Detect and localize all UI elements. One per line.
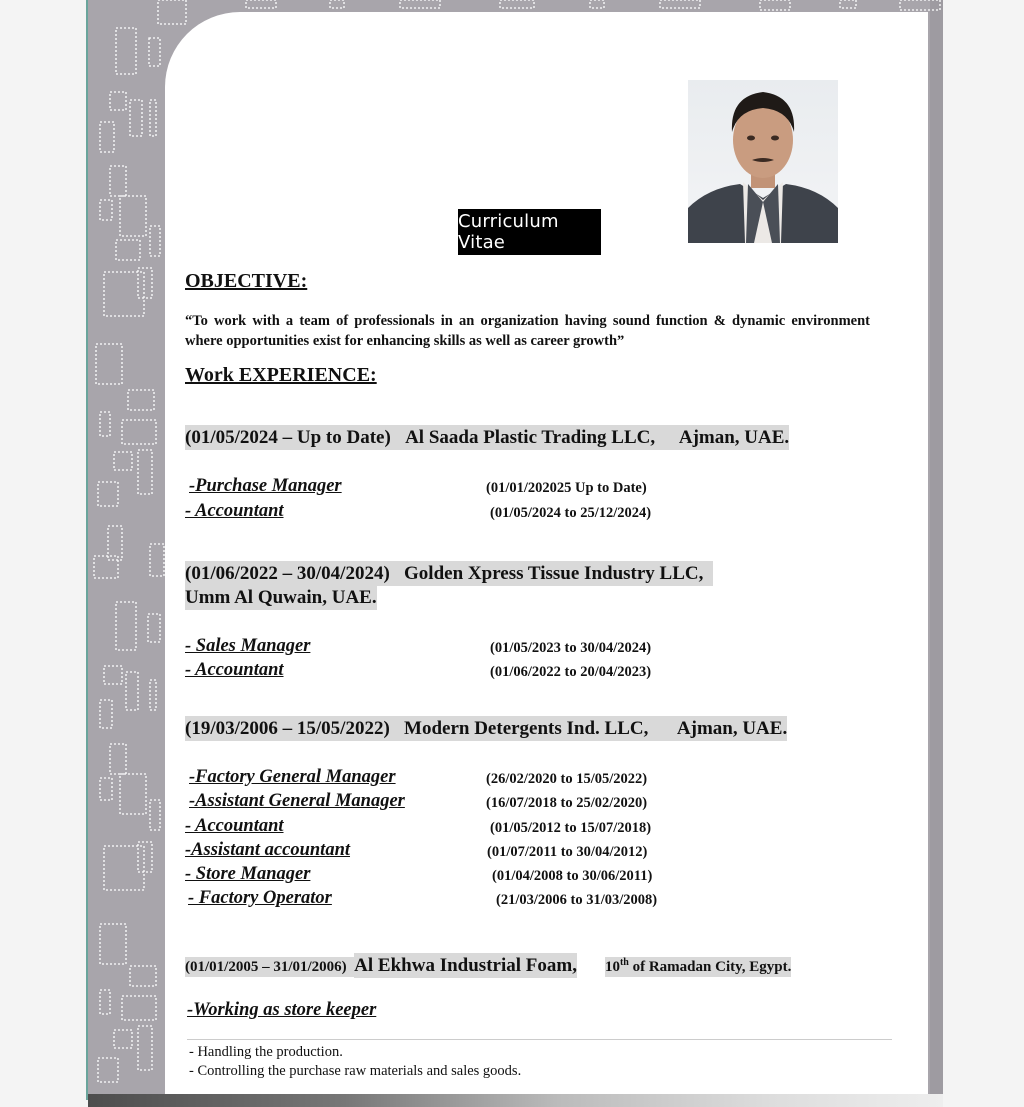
job-period: (19/03/2006 – 15/05/2022) bbox=[185, 718, 390, 739]
section-divider bbox=[187, 1039, 892, 1040]
job-period: (01/01/2005 – 31/01/2006) bbox=[185, 959, 347, 975]
job-role: - Sales Manager bbox=[185, 636, 311, 656]
job-role: -Assistant accountant bbox=[185, 840, 351, 860]
page-right-border bbox=[930, 0, 943, 1107]
role-dates: (21/03/2006 to 31/03/2008) bbox=[496, 892, 658, 908]
job-company: Golden Xpress Tissue Industry LLC, bbox=[404, 563, 704, 584]
job-location: Ajman, UAE. bbox=[678, 427, 790, 448]
cv-title: Curriculum Vitae bbox=[458, 209, 601, 255]
job-location: Ajman, UAE. bbox=[676, 718, 788, 739]
job-header bbox=[185, 426, 789, 450]
job-role: -Assistant General Manager bbox=[189, 791, 405, 811]
job-role: -Factory General Manager bbox=[189, 767, 396, 787]
job-period: (01/05/2024 – Up to Date) bbox=[185, 427, 391, 448]
objective-text: “To work with a team of professionals in an organization having sound function & dynamic environment where opportunities exist for enhancing skills as well as career growth” bbox=[185, 313, 870, 349]
job-role: -Purchase Manager bbox=[189, 476, 342, 496]
role-dates: (01/07/2011 to 30/04/2012) bbox=[487, 844, 648, 860]
duty-item: - Controlling the purchase raw materials and sales goods. bbox=[189, 1063, 522, 1079]
work-experience-heading: Work EXPERIENCE: bbox=[185, 364, 377, 386]
role-dates: (01/06/2022 to 20/04/2023) bbox=[490, 664, 652, 680]
job-header bbox=[185, 562, 713, 610]
job-location: 10th of Ramadan City, Egypt. bbox=[604, 957, 792, 975]
job-role: - Accountant bbox=[185, 501, 284, 521]
role-dates: (01/05/2023 to 30/04/2024) bbox=[490, 640, 652, 656]
job-period: (01/06/2022 – 30/04/2024) bbox=[185, 563, 390, 584]
job-header bbox=[185, 717, 787, 741]
job-role: - Store Manager bbox=[185, 864, 311, 884]
role-dates: (16/07/2018 to 25/02/2020) bbox=[486, 795, 648, 811]
role-dates: (01/01/202025 Up to Date) bbox=[486, 480, 647, 496]
job-role: - Accountant bbox=[185, 660, 284, 680]
job-role: -Working as store keeper bbox=[187, 1000, 377, 1020]
window-edge bbox=[86, 0, 88, 1100]
page-bottom-bar bbox=[88, 1094, 943, 1107]
objective-heading: OBJECTIVE: bbox=[185, 270, 308, 292]
profile-photo bbox=[688, 80, 838, 243]
job-role: - Accountant bbox=[185, 816, 284, 836]
duty-item: - Handling the production. bbox=[189, 1044, 343, 1060]
role-dates: (01/05/2024 to 25/12/2024) bbox=[490, 505, 652, 521]
job-company: Modern Detergents Ind. LLC, bbox=[404, 718, 649, 739]
role-dates: (01/04/2008 to 30/06/2011) bbox=[492, 868, 653, 884]
job-header bbox=[185, 951, 791, 979]
job-company: Al Ekhwa Industrial Foam, bbox=[354, 955, 577, 976]
job-location: Umm Al Quwain, UAE. bbox=[185, 587, 377, 608]
job-role: - Factory Operator bbox=[188, 888, 332, 908]
job-company: Al Saada Plastic Trading LLC, bbox=[405, 427, 656, 448]
role-dates: (26/02/2020 to 15/05/2022) bbox=[486, 771, 648, 787]
role-dates: (01/05/2012 to 15/07/2018) bbox=[490, 820, 652, 836]
